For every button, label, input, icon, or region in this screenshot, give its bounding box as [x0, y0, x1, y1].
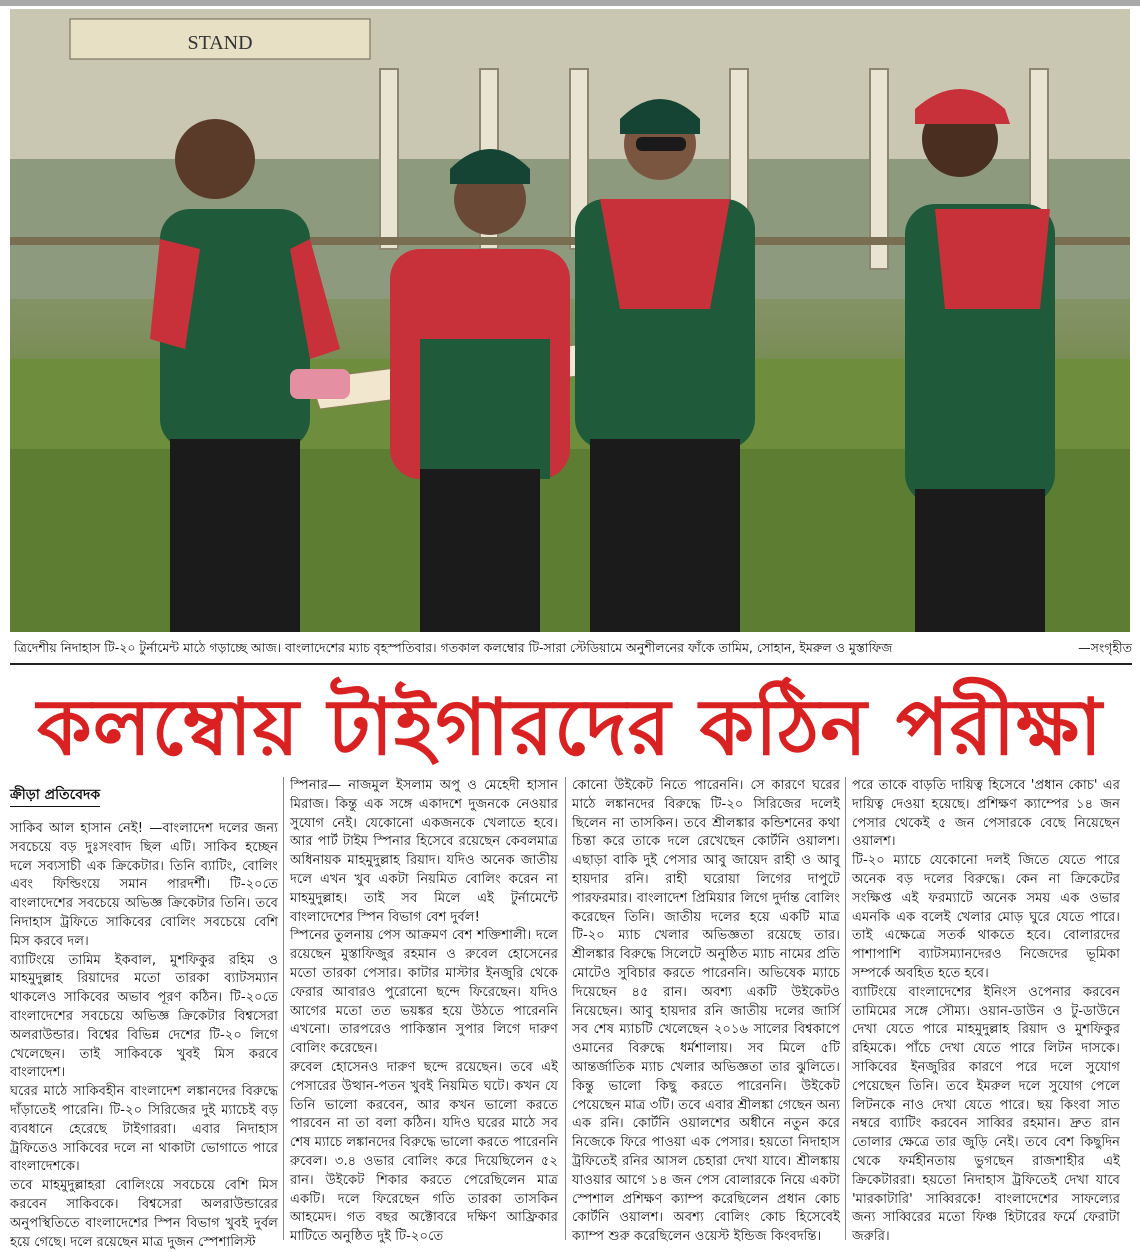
column-divider [565, 777, 566, 1240]
players-illustration [10, 9, 1130, 632]
stand-sign-text: STAND [187, 32, 253, 54]
paragraph: ব্যাটিংয়ে বাংলাদেশের ইনিংস ওপেনার করবেন তামিমের সঙ্গে সৌম্য। ওয়ান-ডাউন ও টু-ডাউনে দেখা যেতে পারে মাহমুদুল্লাহ রিয়াদ ও মুশফিকুর রহিমকে। পাঁচে দেখা যেতে পারে লিটন দাসকে। সাকিবের ইনজুরির কারণে পরে দলে সুযোগ পেয়েছেন তিনি। তবে ইমরুল দলে সুযোগ পেলে লিটনকে নাও দেখা যেতে পারে। ছয় কিংবা সাত নম্বরে ব্যাটিং করবেন সাব্বির রহমান। দ্রুত রান তোলার ক্ষেত্রে তার জুড়ি নেই। তবে বেশ কিছুদিন থেকে ফর্মহীনতায় ভুগছেন রাজশাহীর এই ক্রিকেটাররা। হয়তো নিদাহাস ট্রফিতেই দেখা যাবে 'মারকাটারি' সাব্বিরকে! বাংলাদেশের সাফল্যের জন্য সাব্বিরের মতো ফিঞ্চ হিটারের ফর্মে ফেরাটা জরুরি। [852, 984, 1120, 1245]
news-photo [10, 9, 1130, 632]
paragraph: ব্যাটিংয়ে তামিম ইকবাল, মুশফিকুর রহিম ও মাহমুদুল্লাহ রিয়াদের মতো তারকা ব্যাটসম্যান থাকলেও সাকিবের অভাব পূরণ কঠিন। টি-২০তে বাংলাদেশের সবচেয়ে অভিজ্ঞ ক্রিকেটার বিশ্বসেরা অলরাউন্ডার। বিশ্বের বিভিন্ন দেশের টি-২০ লিগে খেলেছেন। তাই সাকিবকে খুবই মিস করবে বাংলাদেশ। [10, 952, 278, 1081]
paragraph: পরে তাকে বাড়তি দায়িত্ব হিসেবে 'প্রধান কোচ' এর দায়িত্ব দেওয়া হয়েছে। প্রশিক্ষণ ক্যাম্পের ১৪ জন পেসার থেকেই ৫ জন পেসারকে বেছে নিয়েছেন ওয়ালশ। [852, 778, 1120, 850]
caption-rule [10, 663, 1132, 665]
headline: কলম্বোয় টাইগারদের কঠিন পরীক্ষা [37, 683, 1103, 773]
paragraph: স্পিনার— নাজমুল ইসলাম অপু ও মেহেদী হাসান মিরাজ। কিন্তু এক সঙ্গে একাদশে দুজনকে নেওয়ার সুযোগ নেই। যেকোনো একজনকে খেলাতে হবে। আর পার্ট টাইম স্পিনার হিসেবে রয়েছেন কেবলমাত্র অধিনায়ক মাহমুদুল্লাহ রিয়াদ। যদিও অনেক জাতীয় দলে এখন খুব একটা নিয়মিত বোলিং করেন না মাহমুদুল্লাহ। তাই সব মিলে এই টুর্নামেন্টে বাংলাদেশের স্পিন বিভাগ বেশ দুর্বল! [290, 778, 558, 925]
caption-text: ত্রিদেশীয় নিদাহাস টি-২০ টুর্নামেন্ট মাঠে গড়াচ্ছে আজ। বাংলাদেশের ম্যাচ বৃহস্পতিবার। গতকাল কলম্বোর টি-সারা স্টেডিয়ামে অনুশীলনের ফাঁকে তামিম, সোহান, ইমরুল ও মুস্তাফিজ [14, 640, 893, 655]
byline: ক্রীড়া প্রতিবেদক [10, 785, 100, 807]
column-divider [283, 777, 284, 1240]
article-column-1 [10, 820, 278, 1250]
top-rule [0, 0, 1140, 6]
article-column-3 [572, 777, 840, 1245]
article-column-4 [852, 777, 1120, 1245]
paragraph: স্পিনের তুলনায় পেস আক্রমণ বেশ শক্তিশালী। দলে রয়েছেন মুস্তাফিজুর রহমান ও রুবেল হোসেনের মতো তারকা পেসার। কাটার মাস্টার ইনজুরি থেকে ফেরার আবারও পুরোনো ছন্দে ফিরেছেন। যদিও আগের মতো তত ভয়ঙ্কর হয়ে উঠতে পারেননি এখনো। তারপরেও পাকিস্তান সুপার লিগে দারুণ বোলিং করেছেন। [290, 928, 558, 1057]
paragraph: কোনো উইকেট নিতে পারেননি। সে কারণে ঘরের মাঠে লঙ্কানদের বিরুদ্ধে টি-২০ সিরিজের দলেই ছিলেন না তাসকিন। তবে শ্রীলঙ্কার কন্ডিশনের কথা চিন্তা করে তাকে দলে রেখেছেন কোর্টনি ওয়ালশ। এছাড়া বাকি দুই পেসার আবু জায়েদ রাহী ও আবু হায়দার রনি। রাহী ঘরোয়া লিগের দাপুটে পারফরমার। বাংলাদেশ প্রিমিয়ার লিগে দুর্দান্ত বোলিং করেছেন তিনি। জাতীয় দলের হয়ে একটি মাত্র টি-২০ ম্যাচ খেলার অভিজ্ঞতা রয়েছে তার। শ্রীলঙ্কার বিরুদ্ধে সিলেটে অনুষ্ঠিত ম্যাচ নামের প্রতি মোটেও সুবিচার করতে পারেননি। অভিষেক ম্যাচে দিয়েছেন ৪৫ রান। অবশ্য একটি উইকেটও নিয়েছেন। আবু হায়দার রনি জাতীয় দলের জার্সি সব শেষ ম্যাচটি খেলেছেন ২০১৬ সালের বিশ্বকাপে ওমানের বিরুদ্ধে ধর্মশালায়। সব মিলে ৫টি আন্তর্জাতিক ম্যাচ খেলার অভিজ্ঞতা তার ঝুলিতে। কিন্তু ভালো কিছু করতে পারেননি। উইকেট পেয়েছেন মাত্র ৩টি। তবে এবার শ্রীলঙ্কা গেছেন অন্য এক রনি। কোর্টনি ওয়ালশের অধীনে নতুন করে নিজেকে ফিরে পাওয়া এক পেসার। হয়তো নিদাহাস ট্রফিতেই রনির আসল চেহারা দেখা যাবে। শ্রীলঙ্কায় যাওয়ার আগে ১৪ জন পেস বোলারকে নিয়ে একটা স্পেশাল প্রশিক্ষণ ক্যাম্প করেছিলেন প্রধান কোচ কোর্টনি ওয়ালশ। অবশ্য বোলিং কোচ হিসেবেই ক্যাম্প শুরু করেছিলেন ওয়েস্ট ইন্ডিজ কিংবদন্তি। [572, 778, 840, 1245]
paragraph: তবে মাহমুদুল্লাহরা বোলিংয়ে সবচেয়ে বেশি মিস করবেন সাকিবকে। বিশ্বসেরা অলরাউন্ডারের অনুপস্থিতিতে বাংলাদেশের স্পিন বিভাগ খুবই দুর্বল হয়ে গেছে। দলে রয়েছেন মাত্র দুজন স্পেশালিস্ট [10, 1178, 278, 1250]
article-column-2 [290, 777, 558, 1245]
paragraph: রুবেল হোসেনও দারুণ ছন্দে রয়েছেন। তবে এই পেসারের উত্থান-পতন খুবই নিয়মিত ঘটে। কখন যে তিনি ভালো করবেন, আর কখন ভালো করতে পারবেন না তা বলা কঠিন। যদিও ঘরের মাঠে সব শেষ ম্যাচে লঙ্কানদের বিরুদ্ধে ভালো করতে পারেননি রুবেল। ৩.৪ ওভার বোলিং করে দিয়েছিলেন ৫২ রান। উইকেট শিকার করতে পেরেছিলেন মাত্র একটি। দলে ফিরেছেন গতি তারকা তাসকিন আহমেদ। গত বছর অক্টোবরে দক্ষিণ আফ্রিকার মাটিতে অনুষ্ঠিত দুই টি-২০তে [290, 1059, 558, 1245]
photo-caption [14, 637, 1132, 659]
paragraph: সাকিব আল হাসান নেই! —বাংলাদেশ দলের জন্য সবচেয়ে বড় দুঃসংবাদ ছিল এটি। সাকিব হচ্ছেন দলে সব্যসাচী এক ক্রিকেটার। তিনি ব্যাটিং, বোলিং এবং ফিল্ডিংয়ে সমান পারদর্শী। টি-২০তে বাংলাদেশের সবচেয়ে অভিজ্ঞ ক্রিকেটার তিনি। তবে নিদাহাস ট্রফিতে সাকিবের বোলিং সবচেয়ে বেশি মিস করবে দল। [10, 821, 278, 949]
paragraph: টি-২০ ম্যাচে যেকোনো দলই জিতে যেতে পারে অনেক বড় দলের বিরুদ্ধে। কেন না ক্রিকেটের সংক্ষিপ্ত এই ফরম্যাটে অনেক সময় এক ওভার এমনকি এক বলেই খেলার মোড় ঘুরে যেতে পারে। তাই এক্ষেত্রে সতর্ক থাকতে হবে। বোলারদের পাশাপাশি ব্যাটসম্যানদেরও নিজেদের ভূমিকা সম্পর্কে অবহিত হতে হবে। [852, 853, 1120, 981]
photo-credit: —সংগৃহীত [1078, 640, 1132, 655]
paragraph: ঘরের মাঠে সাকিবহীন বাংলাদেশ লঙ্কানদের বিরুদ্ধে দাঁড়াতেই পারেনি। টি-২০ সিরিজের দুই ম্যাচেই বড় ব্যবধানে হেরেছে টাইগাররা। এবার নিদাহাস ট্রফিতেও সাকিবের দলে না থাকাটা ভোগাতে পারে বাংলাদেশকে। [10, 1084, 278, 1175]
column-divider [845, 777, 846, 1240]
